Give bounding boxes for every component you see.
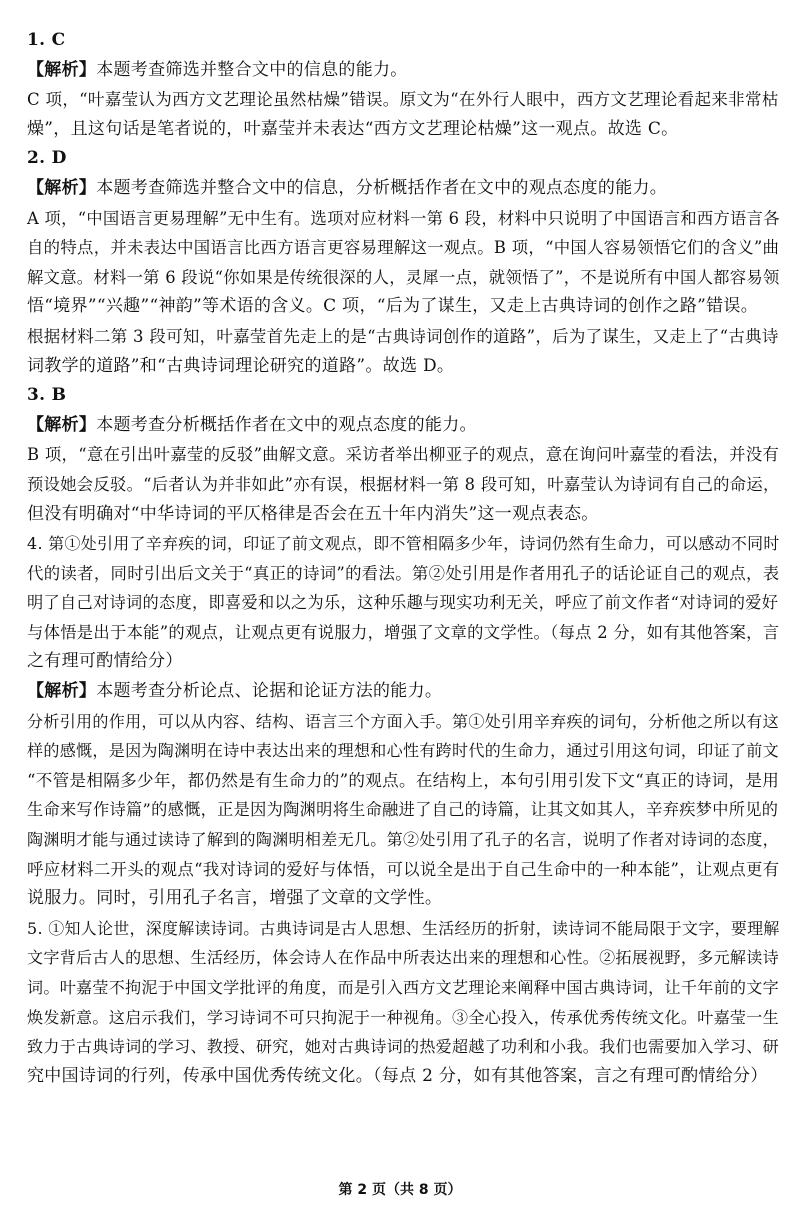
text-line: 与体悟是出于本能”的观点，让观点更有说服力，增强了文章的文学性。（每点 2 分，如有其他答案，言: [27, 622, 780, 642]
analysis-line: 【解析】本题考查分析概括作者在文中的观点态度的能力。: [27, 414, 477, 435]
text-line: A 项，“中国语言更易理解”无中生有。选项对应材料一第 6 段，材料中只说明了中国语言和西方语言各: [27, 208, 780, 228]
text-line: 究中国诗词的行列，传承中国优秀传统文化。（每点 2 分，如有其他答案，言之有理可酌情给分）: [27, 1065, 768, 1086]
text-line: 呼应材料二开头的观点“我对诗词的爱好与体悟，可以说全是出于自己生命中的一种本能”，让观点更有: [27, 859, 780, 879]
answer-line: 4. 第①处引用了辛弃疾的词，印证了前文观点，即不管相隔多少年，诗词仍然有生命力，可以感动不同时: [27, 534, 780, 554]
answer-line: 1. C: [27, 30, 66, 50]
analysis-label: 【解析】: [27, 681, 97, 702]
analysis-line: 【解析】本题考查分析论点、论据和论证方法的能力。: [27, 681, 443, 702]
analysis-label: 【解析】: [27, 177, 97, 198]
answer-line: 2. D: [27, 148, 67, 169]
text-line: 之有理可酌情给分）: [27, 651, 183, 672]
text-line: 说服力。同时，引用孔子名言，增强了文章的文学性。: [27, 888, 443, 909]
text-line: 悟“境界”“兴趣”“神韵”等术语的含义。C 项，“后为了谋生，又走上古典诗词的创作之路”错误。: [27, 296, 759, 317]
analysis-line: 【解析】本题考查筛选并整合文中的信息，分析概括作者在文中的观点态度的能力。: [27, 177, 668, 198]
text-line: 致力于古典诗词的学习、教授、研究，她对古典诗词的热爱超越了功利和小我。我们也需要加入学习、研: [27, 1037, 779, 1057]
text-line: 样的感慨，是因为陶渊明在诗中表达出来的理想和心性有跨时代的生命力，通过引用这句词，印证了前文: [27, 741, 779, 761]
text-line: B 项，“意在引出叶嘉莹的反驳”曲解文意。采访者举出柳亚子的观点，意在询问叶嘉莹的看法，并没有: [27, 445, 780, 465]
text-line: 文字背后古人的思想、生活经历，体会诗人在作品中所表达出来的理想和心性。②拓展视野，多元解读诗: [27, 948, 779, 968]
analysis-label: 【解析】: [27, 59, 97, 80]
text-line: 燥”，且这句话是笔者说的，叶嘉莹并未表达“西方文艺理论枯燥”这一观点。故选 C。: [27, 118, 679, 139]
answer-document: [27, 26, 779, 1091]
analysis-label: 【解析】: [27, 414, 97, 435]
text-line: 焕发新意。这启示我们，学习诗词不可只拘泥于一种视角。③全心投入，传承优秀传统文化。叶嘉莹一生: [27, 1007, 779, 1027]
text-line: 词教学的道路”和“古典诗词理论研究的道路”。故选 D。: [27, 355, 455, 376]
answer-line: 5. ①知人论世，深度解读诗词。古典诗词是古人思想、生活经历的折射，读诗词不能局限于文字，要理解: [27, 918, 780, 938]
answer-line: 3. B: [27, 385, 67, 406]
text-line: 预设她会反驳。“后者认为并非如此”亦有误，根据材料一第 8 段可知，叶嘉莹认为诗词有自己的命运，: [27, 474, 780, 494]
text-line: 明了自己对诗词的态度，即喜爱和以之为乐，这种乐趣与现实功利无关，呼应了前文作者“对诗词的爱好: [27, 593, 779, 613]
text-line: C 项，“叶嘉莹认为西方文艺理论虽然枯燥”错误。原文为“在外行人眼中，西方文艺理论看起来非常枯: [27, 90, 779, 110]
text-line: 陶渊明才能与通过读诗了解到的陶渊明相差无几。第②处引用了孔子的名言，说明了作者对诗词的态度，: [27, 830, 779, 850]
text-line: 自的特点，并未表达中国语言比西方语言更容易理解这一观点。B 项，“中国人容易领悟它们的含义”曲: [27, 238, 780, 258]
text-line: 但没有明确对“中华诗词的平仄格律是否会在五十年内消失”这一观点表态。: [27, 503, 599, 524]
text-line: 解文意。材料一第 6 段说“你如果是传统很深的人，灵犀一点，就领悟了”，不是说所有中国人都容易领: [27, 267, 780, 287]
text-line: 分析引用的作用，可以从内容、结构、语言三个方面入手。第①处引用辛弃疾的词句，分析他之所以有这: [27, 711, 779, 731]
page-number-footer: 第 2 页（共 8 页）: [338, 1182, 462, 1198]
analysis-line: 【解析】本题考查筛选并整合文中的信息的能力。: [27, 59, 408, 80]
text-line: 词。叶嘉莹不拘泥于中国文学批评的角度，而是引入西方文艺理论来阐释中国古典诗词，让千年前的文字: [27, 978, 779, 997]
text-line: 生命来写作诗篇”的感慨，正是因为陶渊明将生命融进了自己的诗篇，让其文如其人，辛弃疾梦中所见的: [27, 800, 779, 820]
text-line: 根据材料二第 3 段可知，叶嘉莹首先走上的是“古典诗词创作的道路”，后为了谋生，又走上了“古典诗: [27, 326, 779, 346]
text-line: 代的读者，同时引出后文关于“真正的诗词”的看法。第②处引用是作者用孔子的话论证自己的观点，表: [27, 563, 780, 583]
text-line: “不管是相隔多少年，都仍然是有生命力的”的观点。在结构上，本句引用引发下文“真正的诗词，是用: [27, 770, 780, 790]
